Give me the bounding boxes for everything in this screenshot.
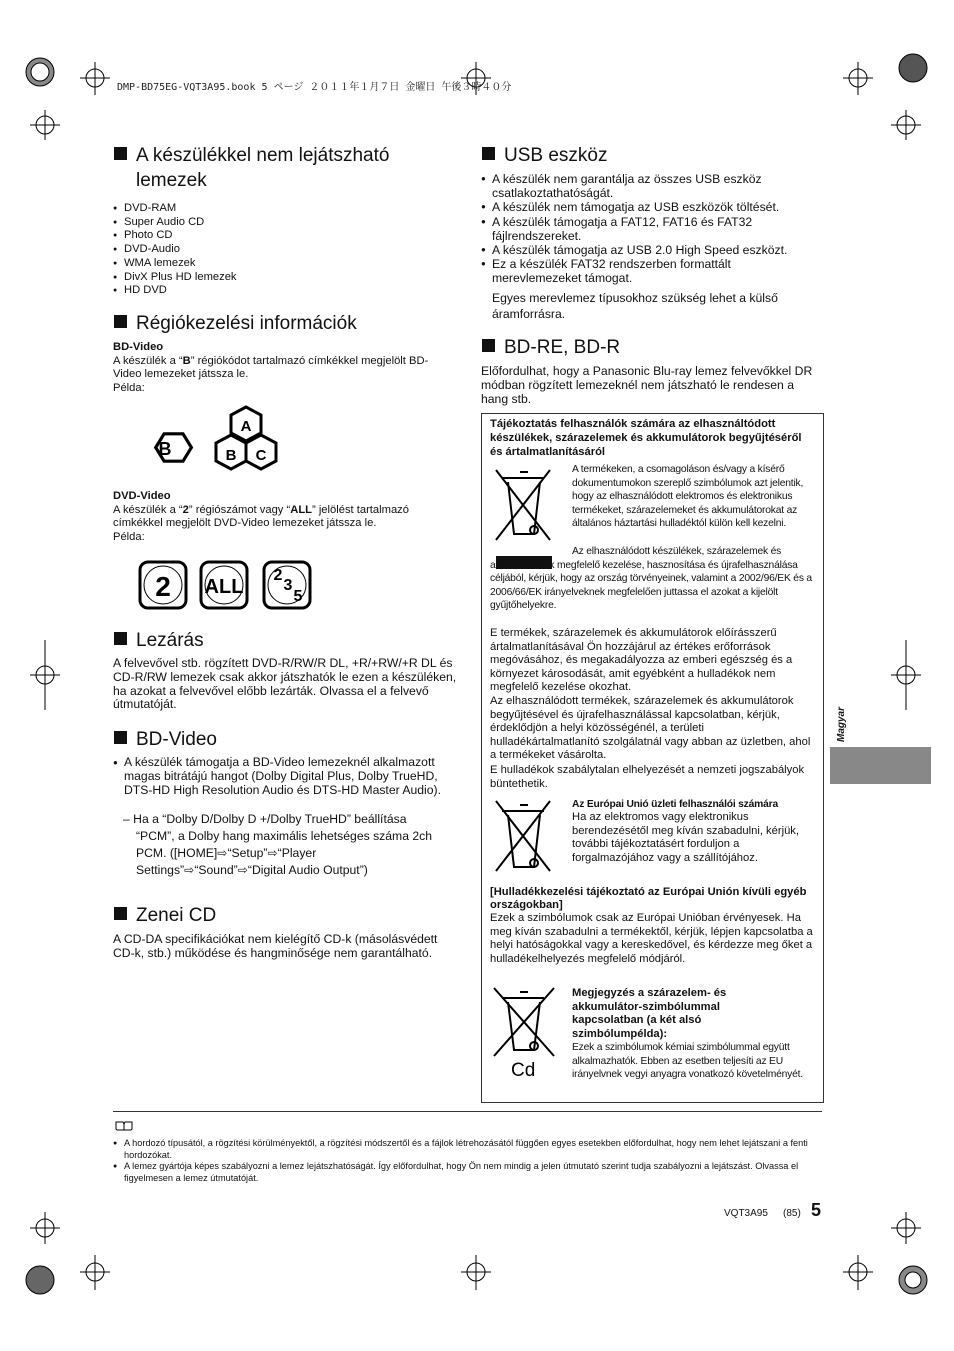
disposal-p3: E termékek, szárazelemek és akkumulátorok előírásszerű ártalmatlanításával Ön hozzájárul az értékes erőforrások megóvásához, és megakadályozza az emberi egészség és a környezet károsodását, amit egyébként a hulladékok nem megfelelő kezelése okozhat. <box>490 627 793 694</box>
arrow-icon: ⇨ <box>184 863 195 877</box>
usb-title: USB eszköz <box>482 143 607 168</box>
language-tab <box>830 747 931 784</box>
list-item: ● DVD-RAM <box>113 202 443 216</box>
book-header: DMP-BD75EG-VQT3A95.book 5 ページ ２０１１年１月７日 金曜日 午後３時４０分 <box>117 82 512 93</box>
region-code-b: B <box>158 439 172 459</box>
region-2: 2 <box>155 571 171 602</box>
bd-label: BD-Video <box>113 341 164 353</box>
crossed-bin-cd-icon <box>490 986 560 1081</box>
square-bullet-icon <box>114 632 127 645</box>
list-item: ● A készülék támogatja a BD-Video lemezeknél alkalmazott magas bitrátájú hangot (Dolby Digital Plus, Dolby TrueHD, DTS-HD High Resolution Audio és DTS-HD Master Audio). <box>113 756 458 797</box>
disposal-p2: Az elhasználódott készülékek, szárazelemek és akkumulátorok megfelelő kezelése, hasznosítása és újrafelhasználása céljából, kérjük, hogy az ország törvényeinek, valamint a 2002/96/EK és a 2006/66/EK irányelveknek megfelelően juttassa el azokat a kijelölt gyűjtőhelyekre. <box>490 546 812 611</box>
list-item: ● Photo CD <box>113 229 443 243</box>
list-item: ● Ez a készülék FAT32 rendszerben formattált merevlemezeket támogat. <box>481 257 816 285</box>
list-item: ● A hordozó típusától, a rögzítési körülményektől, a rögzítési módszertől és a fájlok létrehozásától függően egyes esetekben előfordulhat, hogy nem lehet lejátszani a fenti hordozókat. <box>113 1138 823 1161</box>
cd-text: A CD-DA specifikációkat nem kielégítő CD-k (másolásvédett CD-k, stb.) működése és hangminősége nem garantálható. <box>113 932 438 960</box>
outside-eu-title: [Hulladékkezelési tájékoztató az Európai Unión kívüli egyéb országokban] <box>490 886 807 911</box>
eu-text: Ha az elektromos vagy elektronikus berendezésétől meg kíván szabadulni, kérjük, további tájékoztatásért forduljon a forgalmazójához vagy a szállítójához. <box>572 811 799 864</box>
dvd-region-text: DVD-Video A készülék a “2” régiószámot vagy “ALL” jelölést tartalmazó címkékkel megjelölt DVD-Video lemezeket játssza le. Példa: <box>113 490 458 545</box>
region-3: 3 <box>283 577 293 594</box>
eu-title: Az Európai Unió üzleti felhasználói számára <box>572 799 778 810</box>
region-title: Régiókezelési információk <box>114 311 357 336</box>
bd-region-icons <box>143 405 293 485</box>
usb-list <box>481 172 816 286</box>
page-number: 5 <box>811 1200 822 1220</box>
dvd-label: DVD-Video <box>113 490 171 502</box>
battery-title: Megjegyzés a szárazelem- és akkumulátor-szimbólummal kapcsolatban (a két alsó szimbólumpélda): <box>572 987 727 1040</box>
arrow-icon: ⇨ <box>217 846 228 860</box>
outside-eu-text: Ezek a szimbólumok csak az Európai Unióban érvényesek. Ha meg kíván szabadulni a termékektől, kérjük, lépjen kapcsolatba a helyi hatóságokkal vagy a kereskedővel, és kérdezze meg őket a hulladékelhelyezés megfelelő módjáról. <box>490 912 813 965</box>
battery-text: Ezek a szimbólumok kémiai szimbólummal együtt alkalmazhatók. Ebben az esetben teljesíti az EU irányelvnek vegyi anyagra vonatkozó követelményét. <box>572 1042 803 1080</box>
crossed-bin-icon <box>492 797 554 872</box>
list-item: ● A készülék nem támogatja az USB eszközök töltését. <box>481 200 816 214</box>
region-5: 5 <box>293 588 303 605</box>
notes-list <box>113 1138 823 1184</box>
region-code-c: C <box>255 447 267 464</box>
unplayable-title: A készülékkel nem lejátszható lemezek <box>114 143 389 193</box>
bdvideo-dash-note: – Ha a “Dolby D/Dolby D +/Dolby TrueHD” beállítása “PCM”, a Dolby hang maximális lehetséges száma 2ch PCM. ([HOME]⇨“Setup”⇨“Player Settings”⇨“Sound”⇨“Digital Audio Output”) <box>123 812 433 877</box>
list-item: ● A készülék támogatja az USB 2.0 High Speed eszközt. <box>481 243 816 257</box>
finalize-text: A felvevővel stb. rögzített DVD-R/RW/R DL, +R/+RW/+R DL és CD-R/RW lemezek csak akkor játszhatók le ezen a készüléken, ha azokat a felvevővel előbb lezárták. Olvassa el a felvevő útmutatóját. <box>113 656 457 712</box>
bdvideo-title: BD-Video <box>114 727 217 752</box>
bdvideo-list <box>113 756 458 797</box>
sub-page: (85) <box>783 1208 801 1219</box>
disposal-p4: Az elhasználódott termékek, szárazelemek és akkumulátorok begyűjtésével és újrafelhasználással kapcsolatban, kérjük, érdeklődjön a helyi közösségénél, a területi hulladékártalmatlanító szolgálatnál vagy abban az üzletben, ahol a termékeket vásárolta. <box>490 695 811 762</box>
list-item: ● WMA lemezek <box>113 257 443 271</box>
list-item: ● Super Audio CD <box>113 216 443 230</box>
doc-code: VQT3A95 <box>724 1208 768 1219</box>
finalize-title: Lezárás <box>114 628 204 653</box>
square-bullet-icon <box>114 315 127 328</box>
book-note-icon <box>114 1119 134 1137</box>
bdre-text: Előfordulhat, hogy a Panasonic Blu-ray lemez felvevőkkel DR módban rögzített lemezeknél nem játszható le rendesen a hang stb. <box>481 364 813 406</box>
notes-divider <box>113 1111 822 1112</box>
list-item: ● A készülék támogatja a FAT12, FAT16 és FAT32 fájlrendszereket. <box>481 215 816 243</box>
arrow-icon: ⇨ <box>267 846 278 860</box>
list-item: ● A készülék nem garantálja az összes USB eszköz csatlakoztathatóságát. <box>481 172 816 200</box>
square-bullet-icon <box>482 147 495 160</box>
unplayable-list <box>113 202 443 298</box>
bd-region-text: BD-Video A készülék a “B” régiókódot tartalmazó címkékkel megjelölt BD-Video lemezeket játssza le. Példa: <box>113 341 453 396</box>
list-item: ● HD DVD <box>113 284 443 298</box>
cd-symbol: Cd <box>511 1060 536 1081</box>
region-code-a: A <box>240 418 252 435</box>
language-tab-label: Magyar <box>836 706 847 742</box>
dvd-region-icons <box>136 559 316 611</box>
list-item: ● DVD-Audio <box>113 243 443 257</box>
list-item: ● A lemez gyártója képes szabályozni a lemez lejátszhatóságát. Így előfordulhat, hogy Ön nem mindig a jelen útmutató szerint tudja szabályozni a lejátszást. Olvassa el figyelmesen a lemez útmutatóját. <box>113 1161 823 1184</box>
region-all: ALL <box>204 576 244 598</box>
square-bullet-icon <box>482 339 495 352</box>
square-bullet-icon <box>114 907 127 920</box>
cd-title: Zenei CD <box>114 903 216 928</box>
disposal-title: Tájékoztatás felhasználók számára az elhasználtódott készülékek, szárazelemek és akkumulátorok begyűjtéséről és ártalmatlanításáról <box>490 418 802 458</box>
bdre-title: BD-RE, BD-R <box>482 335 620 360</box>
region-2b: 2 <box>273 567 283 584</box>
usb-extra: Egyes merevlemez típusokhoz szükség lehet a külső áramforrásra. <box>492 291 778 321</box>
arrow-icon: ⇨ <box>237 863 248 877</box>
list-item: ● DivX Plus HD lemezek <box>113 271 443 285</box>
region-code-b2: B <box>225 447 237 464</box>
square-bullet-icon <box>114 147 127 160</box>
square-bullet-icon <box>114 731 127 744</box>
disposal-p5: E hulladékok szabálytalan elhelyezését a nemzeti jogszabályok büntethetik. <box>490 764 805 790</box>
disposal-p1: A termékeken, a csomagoláson és/vagy a kísérő dokumentumokon szereplő szimbólumok azt jelentik, hogy az elhasználódott elektromos és elektronikus termékeket, szárazelemeket és akkumulátorokat az általános háztartási hulladéktól külön kell kezelni. <box>572 464 804 529</box>
